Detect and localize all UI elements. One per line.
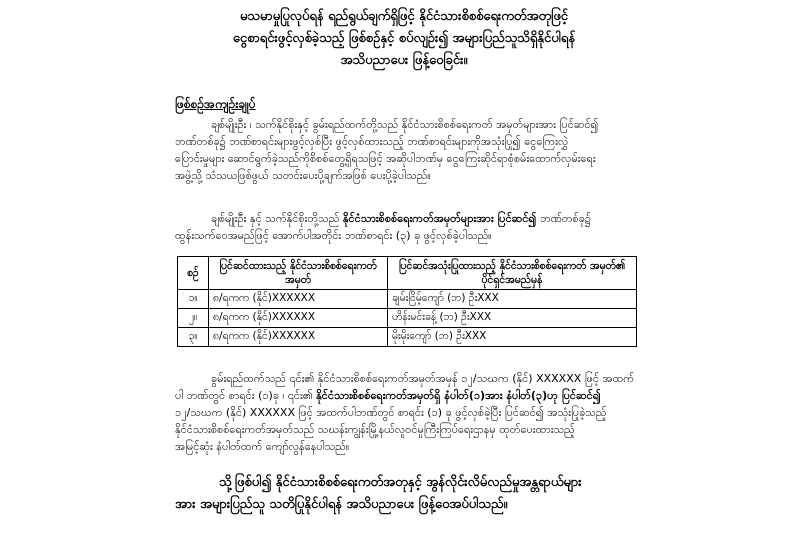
table-header-altered-id: ပြင်ဆင်ထားသည့် နိုင်ငံသားစိစစ်ရေးကတ် အမှတ် — [209, 257, 388, 290]
table-header-row — [178, 257, 637, 290]
paragraph-2-line-2: ထွန်းသက်ဝေအမည်ဖြင့် အောက်ပါအတိုင်း ဘဏ်စာရင်း (၃) ခု ဖွင့်လှစ်ခဲ့ပါသည်။ — [175, 229, 492, 242]
table-header-no: စဉ် — [178, 257, 209, 290]
title-line-3: အသိပညာပေး ဖြန့်ဝေခြင်း။ — [340, 53, 468, 68]
paragraph-2 — [175, 210, 645, 244]
table-cell-no: ၃။ — [178, 328, 209, 347]
paragraph-2-line-1 — [175, 210, 645, 227]
table-row — [178, 328, 637, 347]
table-cell-owner: ဟိန်းမင်းခန့် (ဘ) ဦးXXX — [388, 309, 637, 328]
summary-heading: ဖြစ်စဉ်အကျဉ်းချုပ် — [175, 97, 256, 111]
conclusion — [175, 472, 645, 516]
paragraph-3-line-5: အမြင့်ဆုံး နံပါတ်ထက် ကျော်လွန်နေပါသည်။ — [175, 440, 350, 453]
conclusion-line-1: သို့ဖြစ်ပါ၍ နိုင်ငံသားစိစစ်ရေးကတ်အတုနှင့် အွန်လိုင်းလိမ်လည်မှုအန္တရာယ်များ — [219, 475, 582, 490]
table-cell-owner: ချမ်းငြိမ့်ကျော် (ဘ) ဦးXXX — [388, 290, 637, 309]
paragraph-3-line-2 — [175, 387, 645, 404]
paragraph-3-line-4: နိုင်ငံသားစိစစ်ရေးကတ်အမှတ်သည် သဃန်းကျွန်းမြို့နယ်လူဝင်မှုကြီးကြပ်ရေးဌာနမှ ထုတ်ပေးထားသည့် — [175, 423, 575, 436]
paragraph-1-line-3: ပြောင်းမှုများ ဆောင်ရွက်ခဲ့သည်ကိုစိစစ်တွေ့ရှိရသဖြင့် အဆိုပါဘဏ်မှ ငွေကြေးဆိုင်ရာစုံစမ်းထောက်လှမ်းရေး — [175, 152, 596, 165]
paragraph-1-line-2: ဘဏ်တစ်ခု၌ ဘဏ်စာရင်းများဖွင့်လှစ်ပြီး ဖွင့်လှစ်ထားသည့် ဘဏ်စာရင်းများကိုအသုံးပြု၍ ငွေကြေးလွှဲ — [175, 135, 569, 148]
title-line-1: မသမာမှုပြုလုပ်ရန် ရည်ရွယ်ချက်ရှိဖြင့် နိုင်ငံသားစိစစ်ရေးကတ်အတုဖြင့် — [239, 9, 569, 24]
paragraph-3 — [175, 370, 645, 455]
paragraph-2-line-1-bold: နိုင်ငံသားစိစစ်ရေးကတ်အမှတ်များအား ပြင်ဆင်၍ — [342, 212, 537, 225]
title-line-2: ငွေစာရင်းဖွင့်လှစ်ခဲ့သည့် ဖြစ်စဉ်နှင့် စပ်လျဉ်း၍ အများပြည်သူသိရှိနိုင်ပါရန် — [232, 31, 576, 46]
table-row — [178, 290, 637, 309]
table-cell-id: ၈/ရကက (နိုင်)XXXXXX — [209, 290, 388, 309]
paragraph-3-line-2-text: ပါ ဘဏ်တွင် စာရင်း (၁)ခု ၊ ၎င်း၏ — [175, 389, 317, 402]
document-title — [150, 6, 658, 72]
paragraph-1-line-4: အဖွဲ့သို့ သံသယဖြစ်ဖွယ် သတင်းပေးပို့ချက်အဖြစ် ပေးပို့ခဲ့ပါသည်။ — [175, 169, 431, 182]
paragraph-1-line-1: ချစ်မျိုးဦး ၊ သက်နိုင်စိုးနှင့် ခွမ်းရည်ထက်တို့သည် နိုင်ငံသားစိစစ်ရေးကတ် အမှတ်များအား ပြင်ဆင်၍ — [211, 118, 599, 131]
paragraph-3-line-3: ၁၂/သဃက (နိုင်) XXXXXX ဖြင့် အထက်ပါဘဏ်တွင် စာရင်း (၁) ခု ဖွင့်လှစ်ခဲ့ပြီး ပြင်ဆင်၍ အသုံးပြုခဲ့သည့် — [175, 406, 607, 419]
paragraph-2-line-1-tail: ဘဏ်တစ်ခု၌ — [536, 212, 592, 225]
table-cell-id: ၈/ရကက (နိုင်)XXXXXX — [209, 309, 388, 328]
paragraph-3-line-1: ခွမ်းရည်ထက်သည် ၎င်း၏ နိုင်ငံသားစိစစ်ရေးကတ်အမှတ်အမှန် ၁၂/သဃက (နိုင်) XXXXXX ဖြင့် အထက် — [211, 372, 635, 385]
paragraph-1 — [175, 116, 645, 184]
conclusion-line-2: အား အများပြည်သူ သတိပြုနိုင်ပါရန် အသိပညာပေး ဖြန့်ဝေအပ်ပါသည်။ — [175, 497, 508, 512]
table-cell-owner: မိုးမိုးကျော် (ဘ) ဦးXXX — [388, 328, 637, 347]
paragraph-3-line-2-bold: နိုင်ငံသားစိစစ်ရေးကတ်အမှတ်ရှိ နံပါတ်(၁)အား နံပါတ်(၃)ဟု ပြင်ဆင်၍ — [316, 389, 601, 402]
table-row — [178, 309, 637, 328]
table-cell-no: ၂။ — [178, 309, 209, 328]
paragraph-2-line-1-text: ချစ်မျိုးဦး နှင့် သက်နိုင်စိုးတို့သည် — [211, 212, 343, 225]
documents-table — [177, 256, 637, 347]
table-cell-no: ၁။ — [178, 290, 209, 309]
table-header-real-owner: ပြင်ဆင်အသုံးပြုထားသည့် နိုင်ငံသားစိစစ်ရေးကတ် အမှတ်၏ ပိုင်ရှင်အမည်မှန် — [388, 257, 637, 290]
table-cell-id: ၈/ရကက (နိုင်)XXXXXX — [209, 328, 388, 347]
